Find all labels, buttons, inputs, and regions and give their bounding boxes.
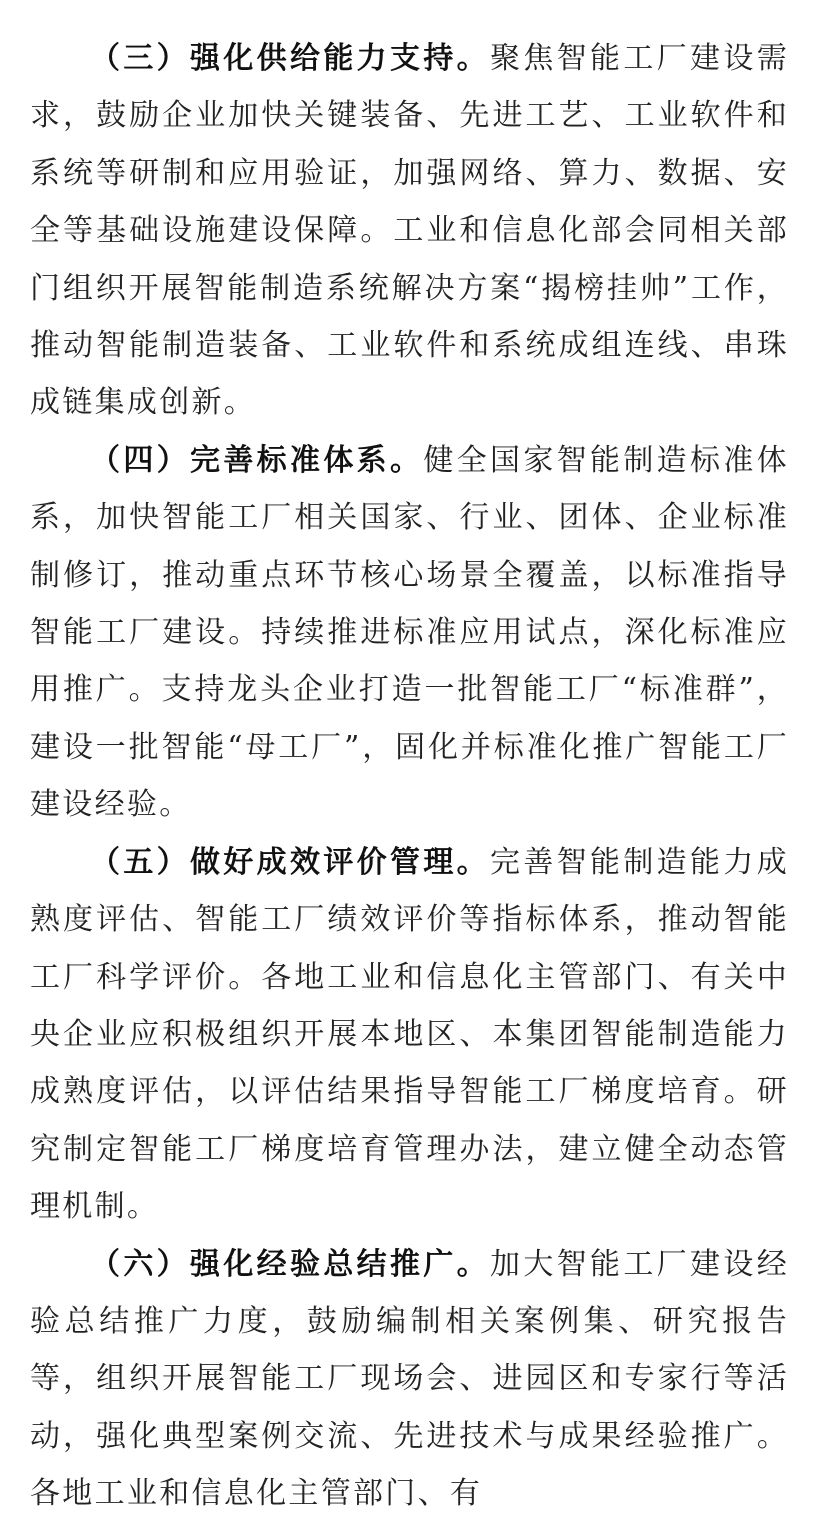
section-body-4: 健全国家智能制造标准体系，加快智能工厂相关国家、行业、团体、企业标准制修订，推动重点环节核心场景全覆盖，以标准指导智能工厂建设。持续推进标准应用试点，深化标准应用推广。支持龙头企业打造一批智能工厂“标准群”，建设一批智能“母工厂”，固化并标准化推广智能工厂建设经验。 [30, 442, 789, 823]
section-body-5: 完善智能制造能力成熟度评估、智能工厂绩效评价等指标体系，推动智能工厂科学评价。各地工业和信息化主管部门、有关中央企业应积极组织开展本地区、本集团智能制造能力成熟度评估，以评估结果指导智能工厂梯度培育。研究制定智能工厂梯度培育管理办法，建立健全动态管理机制。 [30, 844, 789, 1225]
section-heading-3: （三）强化供给能力支持。 [90, 41, 491, 76]
section-body-3: 聚焦智能工厂建设需求，鼓励企业加快关键装备、先进工艺、工业软件和系统等研制和应用验证，加强网络、算力、数据、安全等基础设施建设保障。工业和信息化部会同相关部门组织开展智能制造系统解决方案“揭榜挂帅”工作，推动智能制造装备、工业软件和系统成组连线、串珠成链集成创新。 [30, 41, 789, 421]
section-heading-4: （四）完善标准体系。 [90, 442, 424, 478]
section-body-6: 加大智能工厂建设经验总结推广力度，鼓励编制相关案例集、研究报告等，组织开展智能工厂现场会、进园区和专家行等活动，强化典型案例交流、先进技术与成果经验推广。各地工业和信息化主管部门、有 [30, 1246, 789, 1512]
section-paragraph-3 [30, 30, 789, 432]
section-paragraph-6 [30, 1236, 789, 1523]
section-heading-5: （五）做好成效评价管理。 [90, 844, 491, 880]
section-paragraph-4 [30, 432, 789, 834]
section-heading-6: （六）强化经验总结推广。 [90, 1246, 491, 1282]
section-paragraph-5 [30, 834, 789, 1236]
